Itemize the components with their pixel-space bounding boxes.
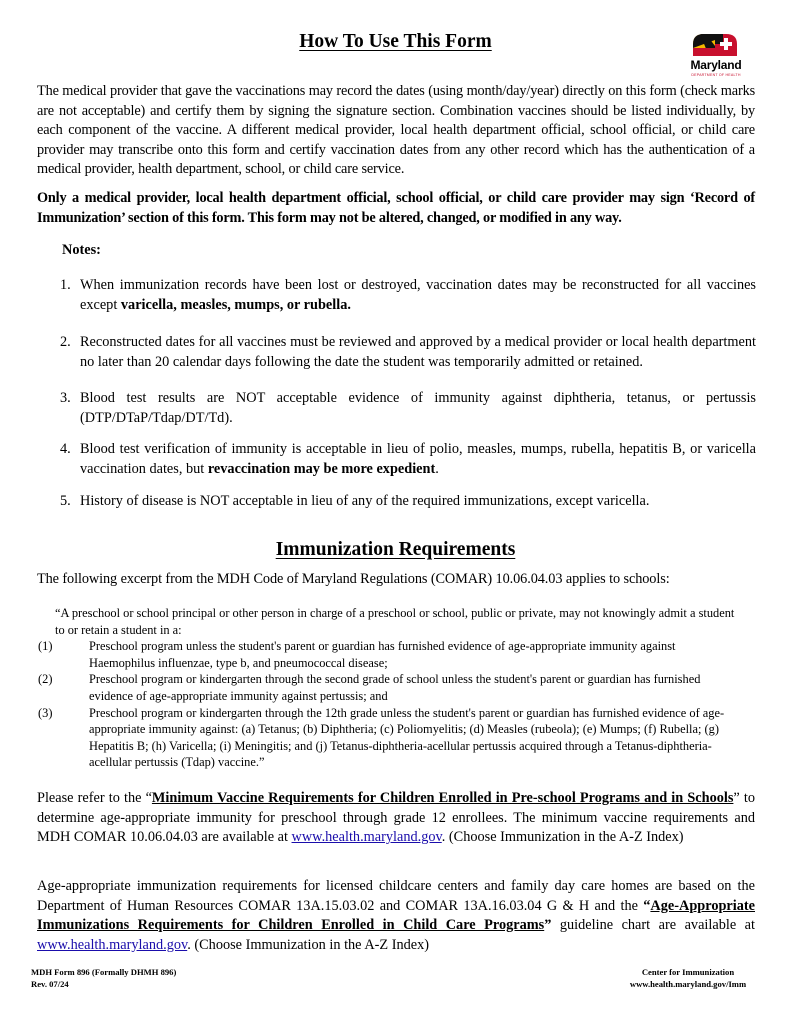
note-number: 1. (60, 277, 71, 293)
refer-paragraph (37, 789, 755, 848)
quote-item-number: (3) (38, 705, 53, 720)
note-number: 5. (60, 493, 71, 509)
page-title: How To Use This Form (299, 31, 492, 52)
form-id: MDH Form 896 (Formally DHMH 896) (31, 967, 177, 977)
note-after: . (435, 460, 439, 477)
quote-item-number: (1) (38, 639, 53, 654)
quote-mark: “ (643, 897, 651, 914)
signature-warning: Only a medical provider, local health department official, school official, or child care provider may sign ‘Record of Immunization’ section of this form. This form may not be altered, changed, or modified in any way. (37, 190, 755, 226)
note-text: Reconstructed dates for all vaccines must be reviewed and approved by a medical provider or local health department no later than 20 calendar days following the date the student was temporarily admitted or retained. (80, 334, 756, 370)
excerpt-intro: The following excerpt from the MDH Code of Maryland Regulations (COMAR) 10.06.04.03 applies to schools: (37, 571, 670, 587)
quote-item-number: (2) (38, 672, 53, 687)
childcare-text: Age-appropriate immunization requirements for licensed childcare centers and family day care homes are based on the Department of Human Resources COMAR 13A.15.03.02 and COMAR 13A.16.03.04 G & H and the (37, 878, 755, 914)
health-maryland-link[interactable]: www.health.maryland.gov (291, 829, 442, 846)
childcare-text: guideline chart are available at (551, 917, 755, 934)
quote-lead: “A preschool or school principal or other person in charge of a preschool or school, public or private, may not knowingly admit a student to or retain a student in a: (55, 606, 735, 637)
center-name: Center for Immunization (641, 967, 735, 977)
note-text: Blood test verification of immunity is acceptable in lieu of polio, measles, mumps, rubella, hepatitis B, or varicella vaccination dates, but (80, 441, 756, 477)
quote-item (38, 705, 735, 771)
health-maryland-link[interactable]: www.health.maryland.gov (37, 936, 188, 953)
note-item (60, 276, 756, 315)
refer-text: ” to determine age-appropriate immunity for preschool through grade 12 enrollees. The minimum vaccine requirements and MDH COMAR 10.06.04.03 are available at (37, 790, 756, 846)
note-text: History of disease is NOT acceptable in lieu of any of the required immunizations, except varicella. (80, 493, 650, 509)
quote-mark: ” (544, 917, 552, 934)
quote-item (38, 638, 735, 671)
footer-form-info (31, 966, 176, 990)
intro-paragraph: The medical provider that gave the vaccinations may record the dates (using month/day/year) directly on this form (check marks are not acceptable) and certify them by signing the signature section. Combination vaccines should be listed individually, by each component of the vaccine. A different medical provider, local health department official, school official, or child care provider may transcribe onto this form and certify vaccination dates from any other record which has the authentication of a medical provider, health department, school, or child care service. (37, 83, 755, 178)
childcare-text: . (Choose Immunization in the A-Z Index) (187, 936, 430, 953)
quote-item-text: Preschool program or kindergarten through the 12th grade unless the student's parent or guardian has furnished evidence of age-appropriate immunity against: (a) Tetanus; (b) Diphtheria; (c) Poliomyelitis; (d) Measles (rubeola); (e) Mumps; (f) Rubella; (g) Hepatitis B; (h) Varicella; (i) Meningitis; and (j) Tetanus-diphtheria-acellular pertussis acquired through a Tetanus-diphtheria-acellular pertussis (Tdap) vaccine.” (89, 705, 725, 770)
note-item (60, 389, 756, 428)
quote-item-text: Preschool program or kindergarten through the second grade of school unless the student's parent or guardian has furnished evidence of age-appropriate immunity against pertussis; and (89, 672, 701, 703)
notes-label: Notes: (62, 242, 101, 258)
note-emphasis: revaccination may be more expedient (207, 460, 436, 477)
childcare-requirements-doc-title: Age-Appropriate Immunizations Requirements for Children Enrolled in Child Care Programs (37, 897, 755, 934)
comar-quote (38, 605, 735, 771)
note-item (60, 333, 756, 372)
note-item (60, 440, 756, 479)
note-number: 2. (60, 334, 71, 350)
note-text: Blood test results are NOT acceptable evidence of immunity against diphtheria, tetanus, or pertussis (DTP/DTaP/Tdap/DT/Td). (80, 390, 756, 426)
childcare-paragraph (37, 877, 755, 955)
form-revision: Rev. 07/24 (31, 979, 69, 989)
section-heading: Immunization Requirements (275, 539, 516, 560)
logo-subtitle: DEPARTMENT OF HEALTH (691, 73, 741, 77)
note-item (60, 492, 756, 512)
footer-center-info (608, 966, 768, 990)
note-emphasis: varicella, measles, mumps, or rubella. (120, 296, 351, 313)
logo-wordmark: Maryland (690, 58, 742, 72)
note-number: 3. (60, 390, 71, 406)
school-requirements-doc-title: Minimum Vaccine Requirements for Children Enrolled in Pre-school Programs and in Schools (151, 790, 734, 806)
quote-item (38, 671, 735, 704)
refer-text: . (Choose Immunization in the A-Z Index) (441, 829, 684, 846)
note-number: 4. (60, 441, 71, 457)
note-text: When immunization records have been lost or destroyed, vaccination dates may be reconstructed for all vaccines except (80, 277, 756, 313)
refer-text: Please refer to the “ (37, 790, 152, 806)
quote-item-text: Preschool program unless the student's parent or guardian has furnished evidence of age-appropriate immunity against Haemophilus influenzae, type b, and pneumococcal disease; (89, 639, 676, 670)
center-url: www.health.maryland.gov/Imm (629, 979, 747, 989)
